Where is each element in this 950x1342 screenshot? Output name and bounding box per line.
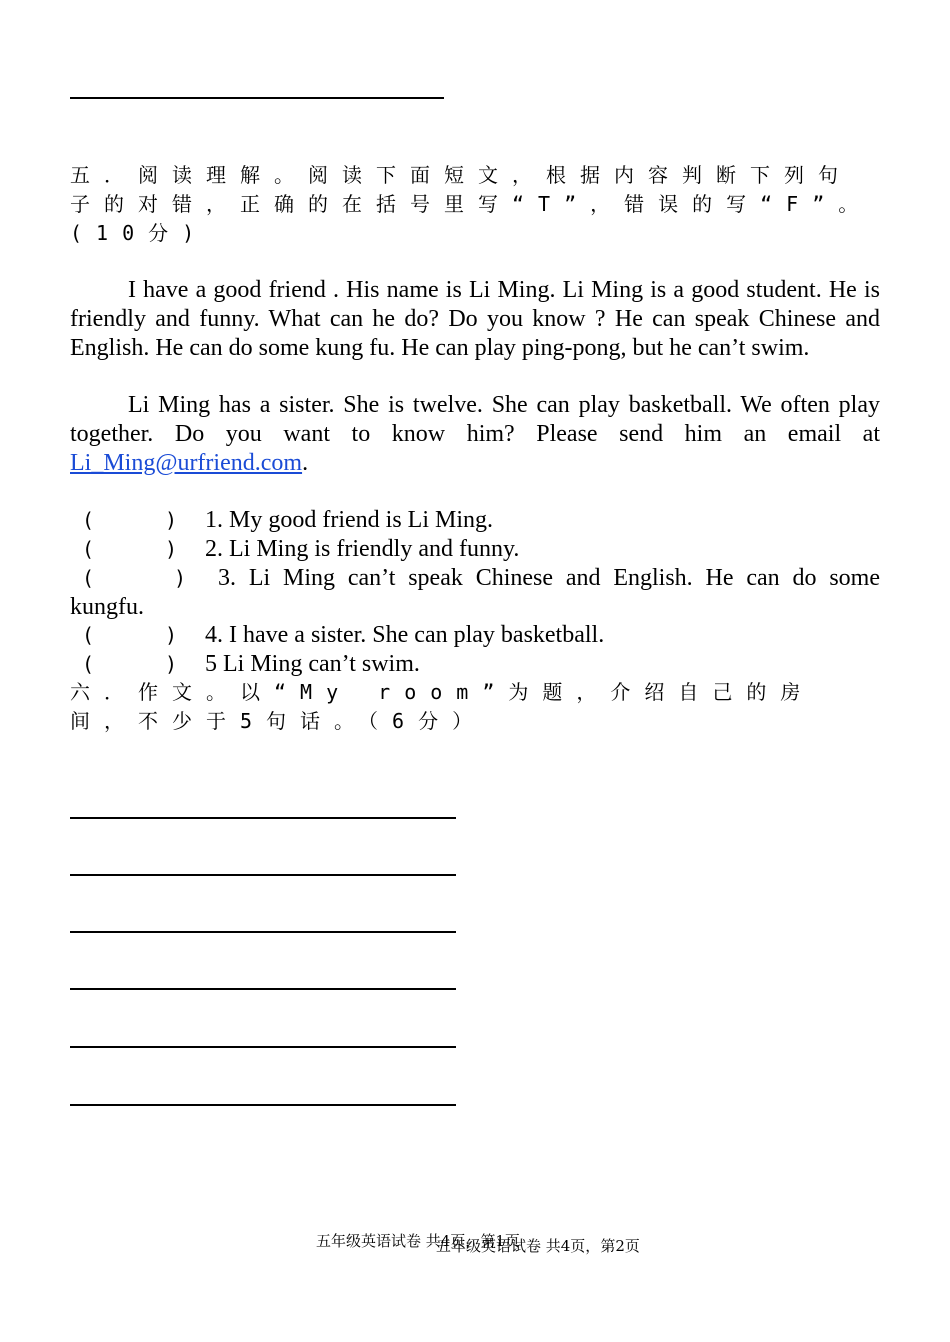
question-text: 3. Li Ming can’t speak Chinese and English. He can do some kungfu. <box>70 565 880 620</box>
passage-end: . <box>302 450 309 476</box>
writing-line-5[interactable] <box>70 1046 456 1048</box>
email-link[interactable]: Li_Ming@urfriend.com <box>70 450 303 476</box>
answer-brackets[interactable] <box>70 621 205 650</box>
question-text: 5 Li Ming can’t swim. <box>205 651 420 677</box>
writing-line-3[interactable] <box>70 931 456 933</box>
writing-line-6[interactable] <box>70 1104 456 1106</box>
question-text: 2. Li Ming is friendly and funny. <box>205 536 520 562</box>
writing-line-4[interactable] <box>70 988 456 990</box>
open-bracket: ( <box>82 623 95 647</box>
passage-paragraph-1 <box>70 276 880 363</box>
passage-text-2: Li Ming has a sister. She is twelve. She can play basketball. We often play together. Do you want to know him? Please send him an email at <box>70 392 880 447</box>
footer-page-2: 五年级英语试卷 共4页，第2页 <box>436 1237 640 1255</box>
close-bracket: ) <box>174 566 187 590</box>
open-bracket: ( <box>82 566 95 590</box>
question-text: 4. I have a sister. She can play basketball. <box>205 622 605 648</box>
close-bracket: ) <box>165 623 178 647</box>
footer-page-1: 五年级英语试卷 共4页，第1页 <box>316 1232 520 1250</box>
section-5-heading: 五．阅读理解。阅读下面短文，根据内容判断下列句子的对错，正确的在括号里写“T”，错误的写“F”。(10分) <box>70 163 873 245</box>
close-bracket: ) <box>165 508 178 532</box>
open-bracket: ( <box>82 652 95 676</box>
question-3 <box>70 564 880 622</box>
close-bracket: ) <box>165 652 178 676</box>
question-5 <box>70 650 880 679</box>
passage-paragraph-2 <box>70 391 880 478</box>
open-bracket: ( <box>82 537 95 561</box>
question-1 <box>70 506 880 535</box>
writing-line-2[interactable] <box>70 874 456 876</box>
answer-brackets[interactable] <box>70 564 218 593</box>
close-bracket: ) <box>165 537 178 561</box>
writing-line-1[interactable] <box>70 817 456 819</box>
answer-line-top <box>70 97 444 99</box>
section-6-heading: 六．作文。以“My room”为题，介绍自己的房间，不少于5句话。（6分） <box>70 680 815 733</box>
answer-brackets[interactable] <box>70 535 205 564</box>
question-2 <box>70 535 880 564</box>
answer-brackets[interactable] <box>70 506 205 535</box>
open-bracket: ( <box>82 508 95 532</box>
answer-brackets[interactable] <box>70 650 205 679</box>
passage-text-1: I have a good friend . His name is Li Ming. Li Ming is a good student. He is friendly and funny. What can he do? Do you know ? He can speak Chinese and English. He can do some kung fu. He can play ping-pong, but he can’t swim. <box>70 277 880 361</box>
question-4 <box>70 621 880 650</box>
question-text: 1. My good friend is Li Ming. <box>205 507 493 533</box>
